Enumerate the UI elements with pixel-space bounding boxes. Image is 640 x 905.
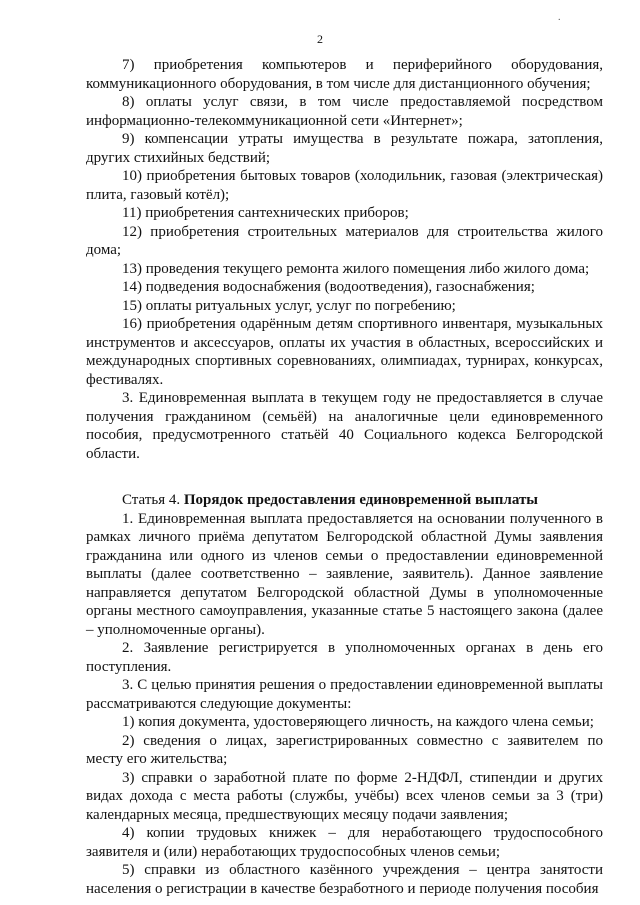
list-item: 11) приобретения сантехнических приборов; bbox=[122, 205, 409, 221]
list-item: 1) копия документа, удостоверяющего личность, на каждого члена семьи; bbox=[122, 714, 594, 730]
list-item: 2) сведения о лицах, зарегистрированных совместно с заявителем по месту его жительства; bbox=[86, 732, 603, 767]
paragraph: 3. С целью принятия решения о предоставлении единовременной выплаты рассматриваются следующие документы: bbox=[86, 677, 603, 712]
list-item: 8) оплаты услуг связи, в том числе предоставляемой посредством информационно-телекоммуникационной сети «Интернет»; bbox=[86, 94, 603, 129]
paragraph: 3. Единовременная выплата в текущем году не предоставляется в случае получения гражданином (семьёй) на аналогичные цели единовременного пособия, предусмотренного статьёй 40 Социального кодекса Белгородской области. bbox=[86, 390, 603, 462]
list-item: 9) компенсации утраты имущества в результате пожара, затопления, других стихийных бедствий; bbox=[86, 131, 603, 166]
scan-mark: . bbox=[558, 12, 561, 23]
document-body bbox=[86, 56, 603, 898]
list-item: 15) оплаты ритуальных услуг, услуг по погребению; bbox=[122, 297, 456, 314]
list-item: 7) приобретения компьютеров и периферийного оборудования, коммуникационного оборудования, в том числе для дистанционного обучения; bbox=[86, 57, 603, 92]
article-heading bbox=[86, 491, 603, 510]
list-item: 5) справки из областного казённого учреждения – центра занятости населения о регистрации в качестве безработного и периоде получения пособия bbox=[86, 862, 603, 897]
article-prefix: Статья 4. bbox=[122, 492, 184, 508]
list-item: 3) справки о заработной плате по форме 2-НДФЛ, стипендии и других видах дохода с места работы (службы, учёбы) всех членов семьи за 3 (три) календарных месяца, предшествующих месяцу подачи заявления; bbox=[86, 769, 603, 823]
page-number: 2 bbox=[317, 32, 323, 46]
paragraph: 2. Заявление регистрируется в уполномоченных органах в день его поступления. bbox=[86, 640, 603, 675]
list-item: 13) проведения текущего ремонта жилого помещения либо жилого дома; bbox=[122, 260, 590, 277]
article-title: Порядок предоставления единовременной выплаты bbox=[183, 492, 539, 508]
list-item: 16) приобретения одарённым детям спортивного инвентаря, музыкальных инструментов и аксессуаров, оплаты их участия в областных, всероссийских и международных спортивных соревнованиях, олимпиадах, турнирах, конкурсах, фестивалях. bbox=[86, 316, 603, 388]
paragraph: 1. Единовременная выплата предоставляется на основании полученного в рамках личного приёма депутатом Белгородской областной Думы заявления гражданина или одного из членов семьи о предоставлении единовременной выплаты (далее соответственно – заявление, заявитель). Данное заявление направляется депутатом Белгородской областной Думы в уполномоченные органы местного самоуправления, указанные статье 5 настоящего закона (далее – уполномоченные органы). bbox=[86, 510, 603, 638]
list-item: 14) подведения водоснабжения (водоотведения), газоснабжения; bbox=[122, 279, 535, 295]
list-item: 10) приобретения бытовых товаров (холодильник, газовая (электрическая) плита, газовый котёл); bbox=[86, 168, 603, 203]
list-item: 4) копии трудовых книжек – для неработающего трудоспособного заявителя и (или) неработающих трудоспособных членов семьи; bbox=[86, 825, 603, 860]
list-item: 12) приобретения строительных материалов для строительства жилого дома; bbox=[86, 223, 603, 258]
